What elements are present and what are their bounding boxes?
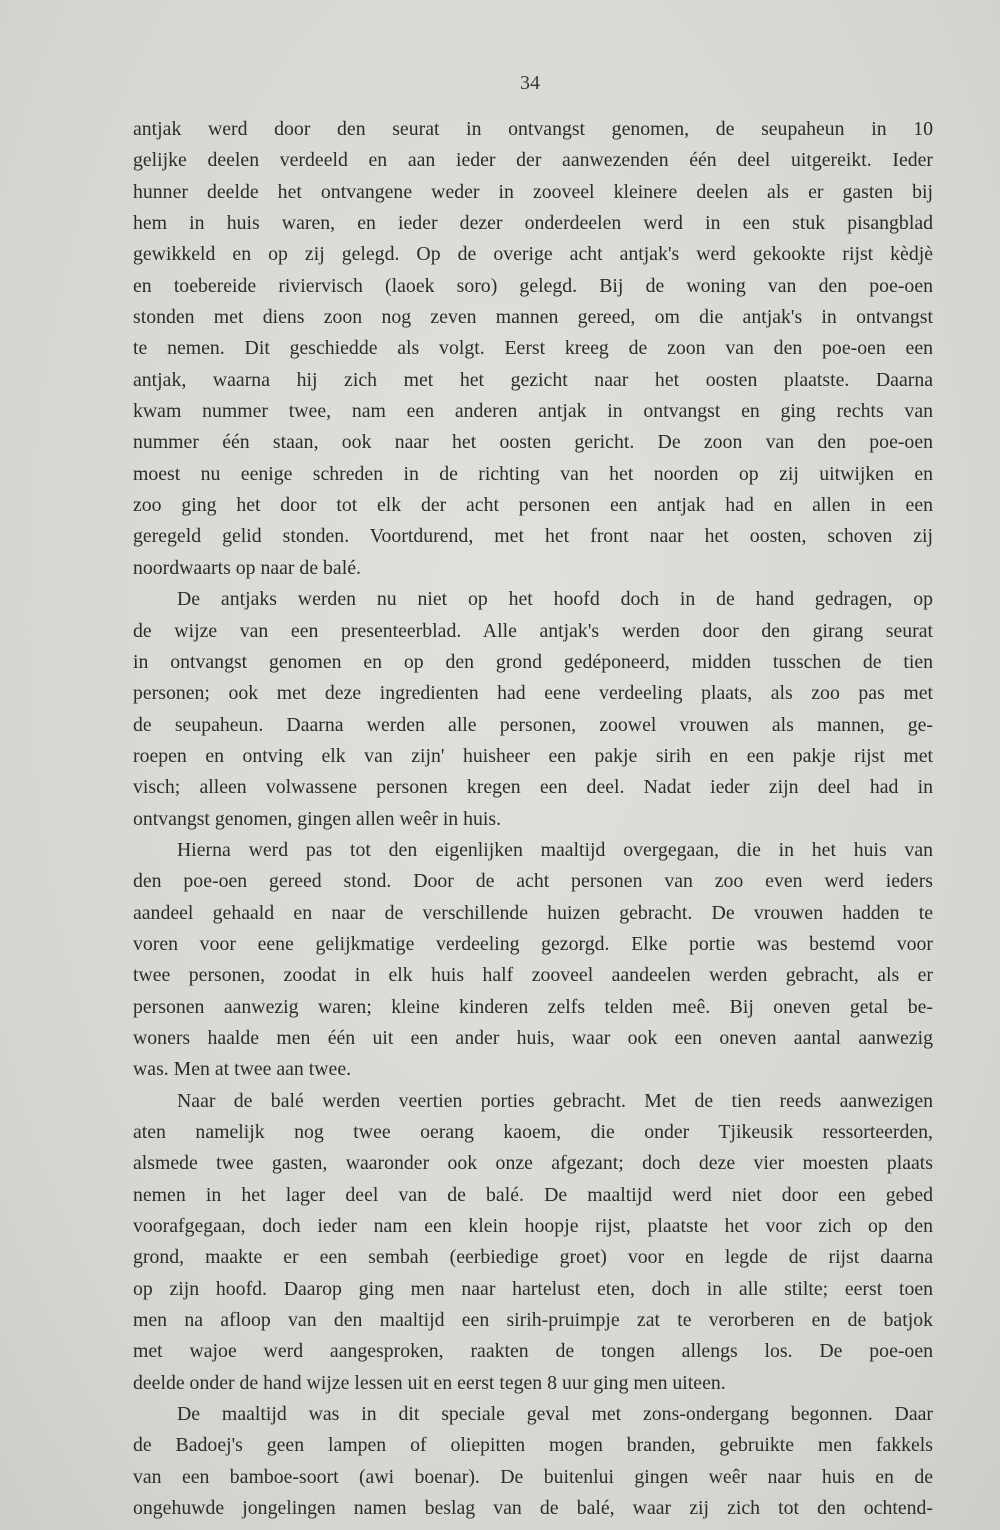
text-line: nemen in het lager deel van de balé. De maaltijd werd niet door een gebed — [133, 1183, 933, 1206]
text-line: hem in huis waren, en ieder dezer onderdeelen werd in een stuk pisangblad — [133, 212, 933, 235]
text-line: den poe-oen gereed stond. Door de acht personen van zoo even werd ieders — [133, 870, 933, 893]
text-line: twee personen, zoodat in elk huis half zooveel aandeelen werden gebracht, als er — [133, 964, 933, 987]
text-line: ongehuwde jongelingen namen beslag van de balé, waar zij zich tot den ochtend- — [133, 1497, 933, 1520]
text-line: met wajoe werd aangesproken, raakten de tongen allengs los. De poe-oen — [133, 1340, 933, 1363]
text-line: woners haalde men één uit een ander huis, waar ook een oneven aantal aanwezig — [133, 1026, 933, 1049]
text-line: antjak werd door den seurat in ontvangst genomen, de seupaheun in 10 — [133, 118, 933, 140]
text-line: deelde onder de hand wijze lessen uit en eerst tegen 8 uur ging men uiteen. — [133, 1371, 726, 1394]
text-line: visch; alleen volwassene personen kregen een deel. Nadat ieder zijn deel had in — [133, 776, 933, 799]
text-line: moest nu eenige schreden in de richting van het noorden op zij uitwijken en — [133, 462, 933, 485]
text-line: de wijze van een presenteerblad. Alle antjak's werden door den girang seurat — [133, 619, 933, 642]
text-line: kwam nummer twee, nam een anderen antjak in ontvangst en ging rechts van — [133, 400, 933, 423]
text-line: antjak, waarna hij zich met het gezicht naar het oosten plaatste. Daarna — [133, 368, 933, 391]
text-line: aten namelijk nog twee oerang kaoem, die onder Tjikeusik ressorteerden, — [133, 1121, 933, 1143]
text-line: noordwaarts op naar de balé. — [133, 556, 361, 579]
text-line: de seupaheun. Daarna werden alle personen, zoowel vrouwen als mannen, ge- — [133, 713, 933, 736]
text-line: De maaltijd was in dit speciale geval met zons-ondergang begonnen. Daar — [177, 1403, 933, 1426]
text-line: voorafgegaan, doch ieder nam een klein hoopje rijst, plaatste het voor zich op den — [133, 1215, 933, 1238]
text-line: Naar de balé werden veertien porties gebracht. Met de tien reeds aanwezigen — [177, 1089, 933, 1112]
text-line: grond, maakte er een sembah (eerbiedige groet) voor en legde de rijst daarna — [133, 1246, 933, 1269]
text-line: geregeld gelid stonden. Voortdurend, met het front naar het oosten, schoven zij — [133, 525, 933, 548]
text-line: zoo ging het door tot elk der acht personen een antjak had en allen in een — [133, 494, 933, 517]
page-number: 34 — [520, 72, 540, 94]
text-line: op zijn hoofd. Daarop ging men naar hartelust eten, doch in alle stilte; eerst toen — [133, 1277, 933, 1300]
text-line: de Badoej's geen lampen of oliepitten mogen branden, gebruikte men fakkels — [133, 1434, 933, 1457]
text-line: aandeel gehaald en naar de verschillende huizen gebracht. De vrouwen hadden te — [133, 901, 933, 924]
text-line: stonden met diens zoon nog zeven mannen gereed, om die antjak's in ontvangst — [133, 306, 933, 329]
text-line: De antjaks werden nu niet op het hoofd doch in de hand gedragen, op — [177, 588, 933, 611]
page-body-text — [133, 114, 933, 1524]
text-line: en toebereide riviervisch (laoek soro) gelegd. Bij de woning van den poe-oen — [133, 274, 933, 297]
text-line: te nemen. Dit geschiedde als volgt. Eerst kreeg de zoon van den poe-oen een — [133, 337, 933, 360]
text-line: personen aanwezig waren; kleine kinderen zelfs telden meê. Bij oneven getal be- — [133, 995, 933, 1018]
text-line: was. Men at twee aan twee. — [133, 1058, 352, 1081]
text-line: in ontvangst genomen en op den grond gedéponeerd, midden tusschen de tien — [133, 650, 933, 673]
text-line: ontvangst genomen, gingen allen weêr in huis. — [133, 807, 502, 830]
text-line: roepen en ontving elk van zijn' huisheer een pakje sirih en een pakje rijst met — [133, 744, 933, 767]
text-line: gewikkeld en op zij gelegd. Op de overige acht antjak's werd gekookte rijst kèdjè — [133, 243, 933, 266]
text-line: personen; ook met deze ingredienten had eene verdeeling plaats, als zoo pas met — [133, 682, 933, 705]
text-line: van een bamboe-soort (awi boenar). De buitenlui gingen weêr naar huis en de — [133, 1465, 933, 1488]
text-line: men na afloop van den maaltijd een sirih-pruimpje zat te verorberen en de batjok — [133, 1309, 933, 1332]
text-line: voren voor eene gelijkmatige verdeeling gezorgd. Elke portie was bestemd voor — [133, 932, 933, 955]
text-line: nummer één staan, ook naar het oosten gericht. De zoon van den poe-oen — [133, 431, 933, 454]
text-line: Hierna werd pas tot den eigenlijken maaltijd overgegaan, die in het huis van — [177, 838, 933, 861]
text-line: hunner deelde het ontvangene weder in zooveel kleinere deelen als er gasten bij — [133, 180, 933, 203]
text-line: alsmede twee gasten, waaronder ook onze afgezant; doch deze vier moesten plaats — [133, 1152, 933, 1175]
text-line: gelijke deelen verdeeld en aan ieder der aanwezenden één deel uitgereikt. Ieder — [133, 149, 933, 172]
